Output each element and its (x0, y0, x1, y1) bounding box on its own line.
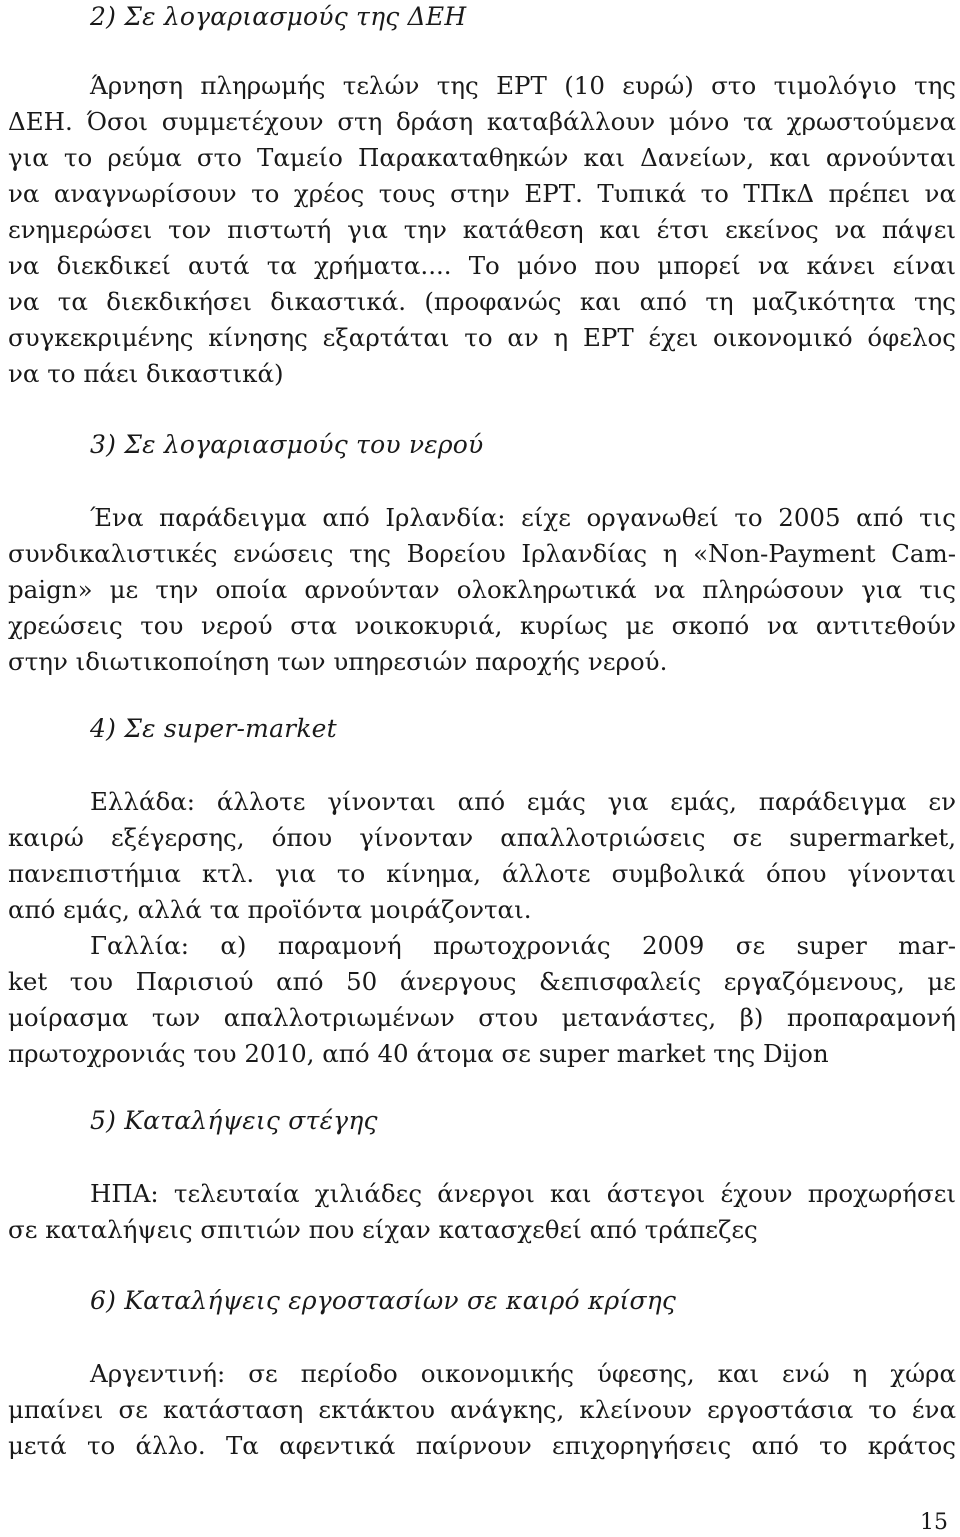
paragraph-line: σε καταλήψεις σπιτιών που είχαν κατασχεθεί από τράπεζες (8, 1215, 758, 1244)
paragraph-line: Ελλάδα: άλλοτε γίνονται από εμάς για εμάς, παράδειγμα εν (90, 787, 956, 816)
paragraph-line: ket του Παρισιού από 50 άνεργους &επισφαλείς εργαζόμενους, με (8, 967, 956, 996)
paragraph-line: paign» με την οποία αρνούνταν ολοκληρωτικά να πληρώσουν για τις (8, 575, 956, 604)
page-number: 15 (920, 1510, 948, 1535)
paragraph-line: Γαλλία: α) παραμονή πρωτοχρονιάς 2009 σε super mar- (90, 931, 956, 960)
paragraph-line: Αργεντινή: σε περίοδο οικονομικής ύφεσης, και ενώ η χώρα (90, 1359, 956, 1388)
section-heading-housing: 5) Καταλήψεις στέγης (90, 1106, 378, 1135)
section-heading-dei: 2) Σε λογαριασμούς της ΔΕΗ (90, 2, 467, 31)
paragraph-line: συνδικαλιστικές ενώσεις της Βορείου Ιρλανδίας η «Non-Payment Cam- (8, 539, 956, 568)
paragraph-line: για το ρεύμα στο Ταμείο Παρακαταθηκών και Δανείων, και αρνούνται (8, 143, 956, 172)
section-heading-water: 3) Σε λογαριασμούς του νερού (90, 430, 484, 459)
paragraph-line: συγκεκριμένης κίνησης εξαρτάται το αν η ΕΡΤ έχει οικονομικό όφελος (8, 323, 956, 352)
paragraph-line: καιρώ εξέγερσης, όπου γίνονταν απαλλοτριώσεις σε supermarket, (8, 823, 956, 852)
paragraph-line: μοίρασμα των απαλλοτριωμένων στου μετανάστες, β) προπαραμονή (8, 1003, 956, 1032)
paragraph-line: να αναγνωρίσουν το χρέος τους στην ΕΡΤ. Τυπικά το ΤΠκΔ πρέπει να (8, 179, 956, 208)
paragraph-line: ΗΠΑ: τελευταία χιλιάδες άνεργοι και άστεγοι έχουν προχωρήσει (90, 1179, 956, 1208)
paragraph-line: ενημερώσει τον πιστωτή για την κατάθεση και έτσι εκείνος να πάψει (8, 215, 956, 244)
paragraph-line: μετά το άλλο. Τα αφεντικά παίρνουν επιχορηγήσεις από το κράτος (8, 1431, 956, 1460)
paragraph-line: μπαίνει σε κατάσταση εκτάκτου ανάγκης, κλείνουν εργοστάσια το ένα (8, 1395, 956, 1424)
paragraph-line: πανεπιστήμια κτλ. για το κίνημα, άλλοτε συμβολικά όπου γίνονται (8, 859, 956, 888)
paragraph-line: στην ιδιωτικοποίηση των υπηρεσιών παροχής νερού. (8, 647, 668, 676)
paragraph-line: να το πάει δικαστικά) (8, 359, 284, 388)
paragraph-line: ΔΕΗ. Όσοι συμμετέχουν στη δράση καταβάλλουν μόνο τα χρωστούμενα (8, 107, 956, 136)
paragraph-line: πρωτοχρονιάς του 2010, από 40 άτομα σε super market της Dijon (8, 1039, 829, 1068)
paragraph-line: Άρνηση πληρωμής τελών της ΕΡΤ (10 ευρώ) στο τιμολόγιο της (90, 71, 956, 100)
paragraph-line: να διεκδικεί αυτά τα χρήματα.... Το μόνο που μπορεί να κάνει είναι (8, 251, 956, 280)
section-heading-factories: 6) Καταλήψεις εργοστασίων σε καιρό κρίσης (90, 1286, 677, 1315)
section-heading-supermarket: 4) Σε super-market (90, 714, 337, 743)
paragraph-line: Ένα παράδειγμα από Ιρλανδία: είχε οργανωθεί το 2005 από τις (90, 503, 956, 532)
paragraph-line: από εμάς, αλλά τα προϊόντα μοιράζονται. (8, 895, 532, 924)
paragraph-line: χρεώσεις του νερού στα νοικοκυριά, κυρίως με σκοπό να αντιτεθούν (8, 611, 956, 640)
paragraph-line: να τα διεκδικήσει δικαστικά. (προφανώς και από τη μαζικότητα της (8, 287, 956, 316)
